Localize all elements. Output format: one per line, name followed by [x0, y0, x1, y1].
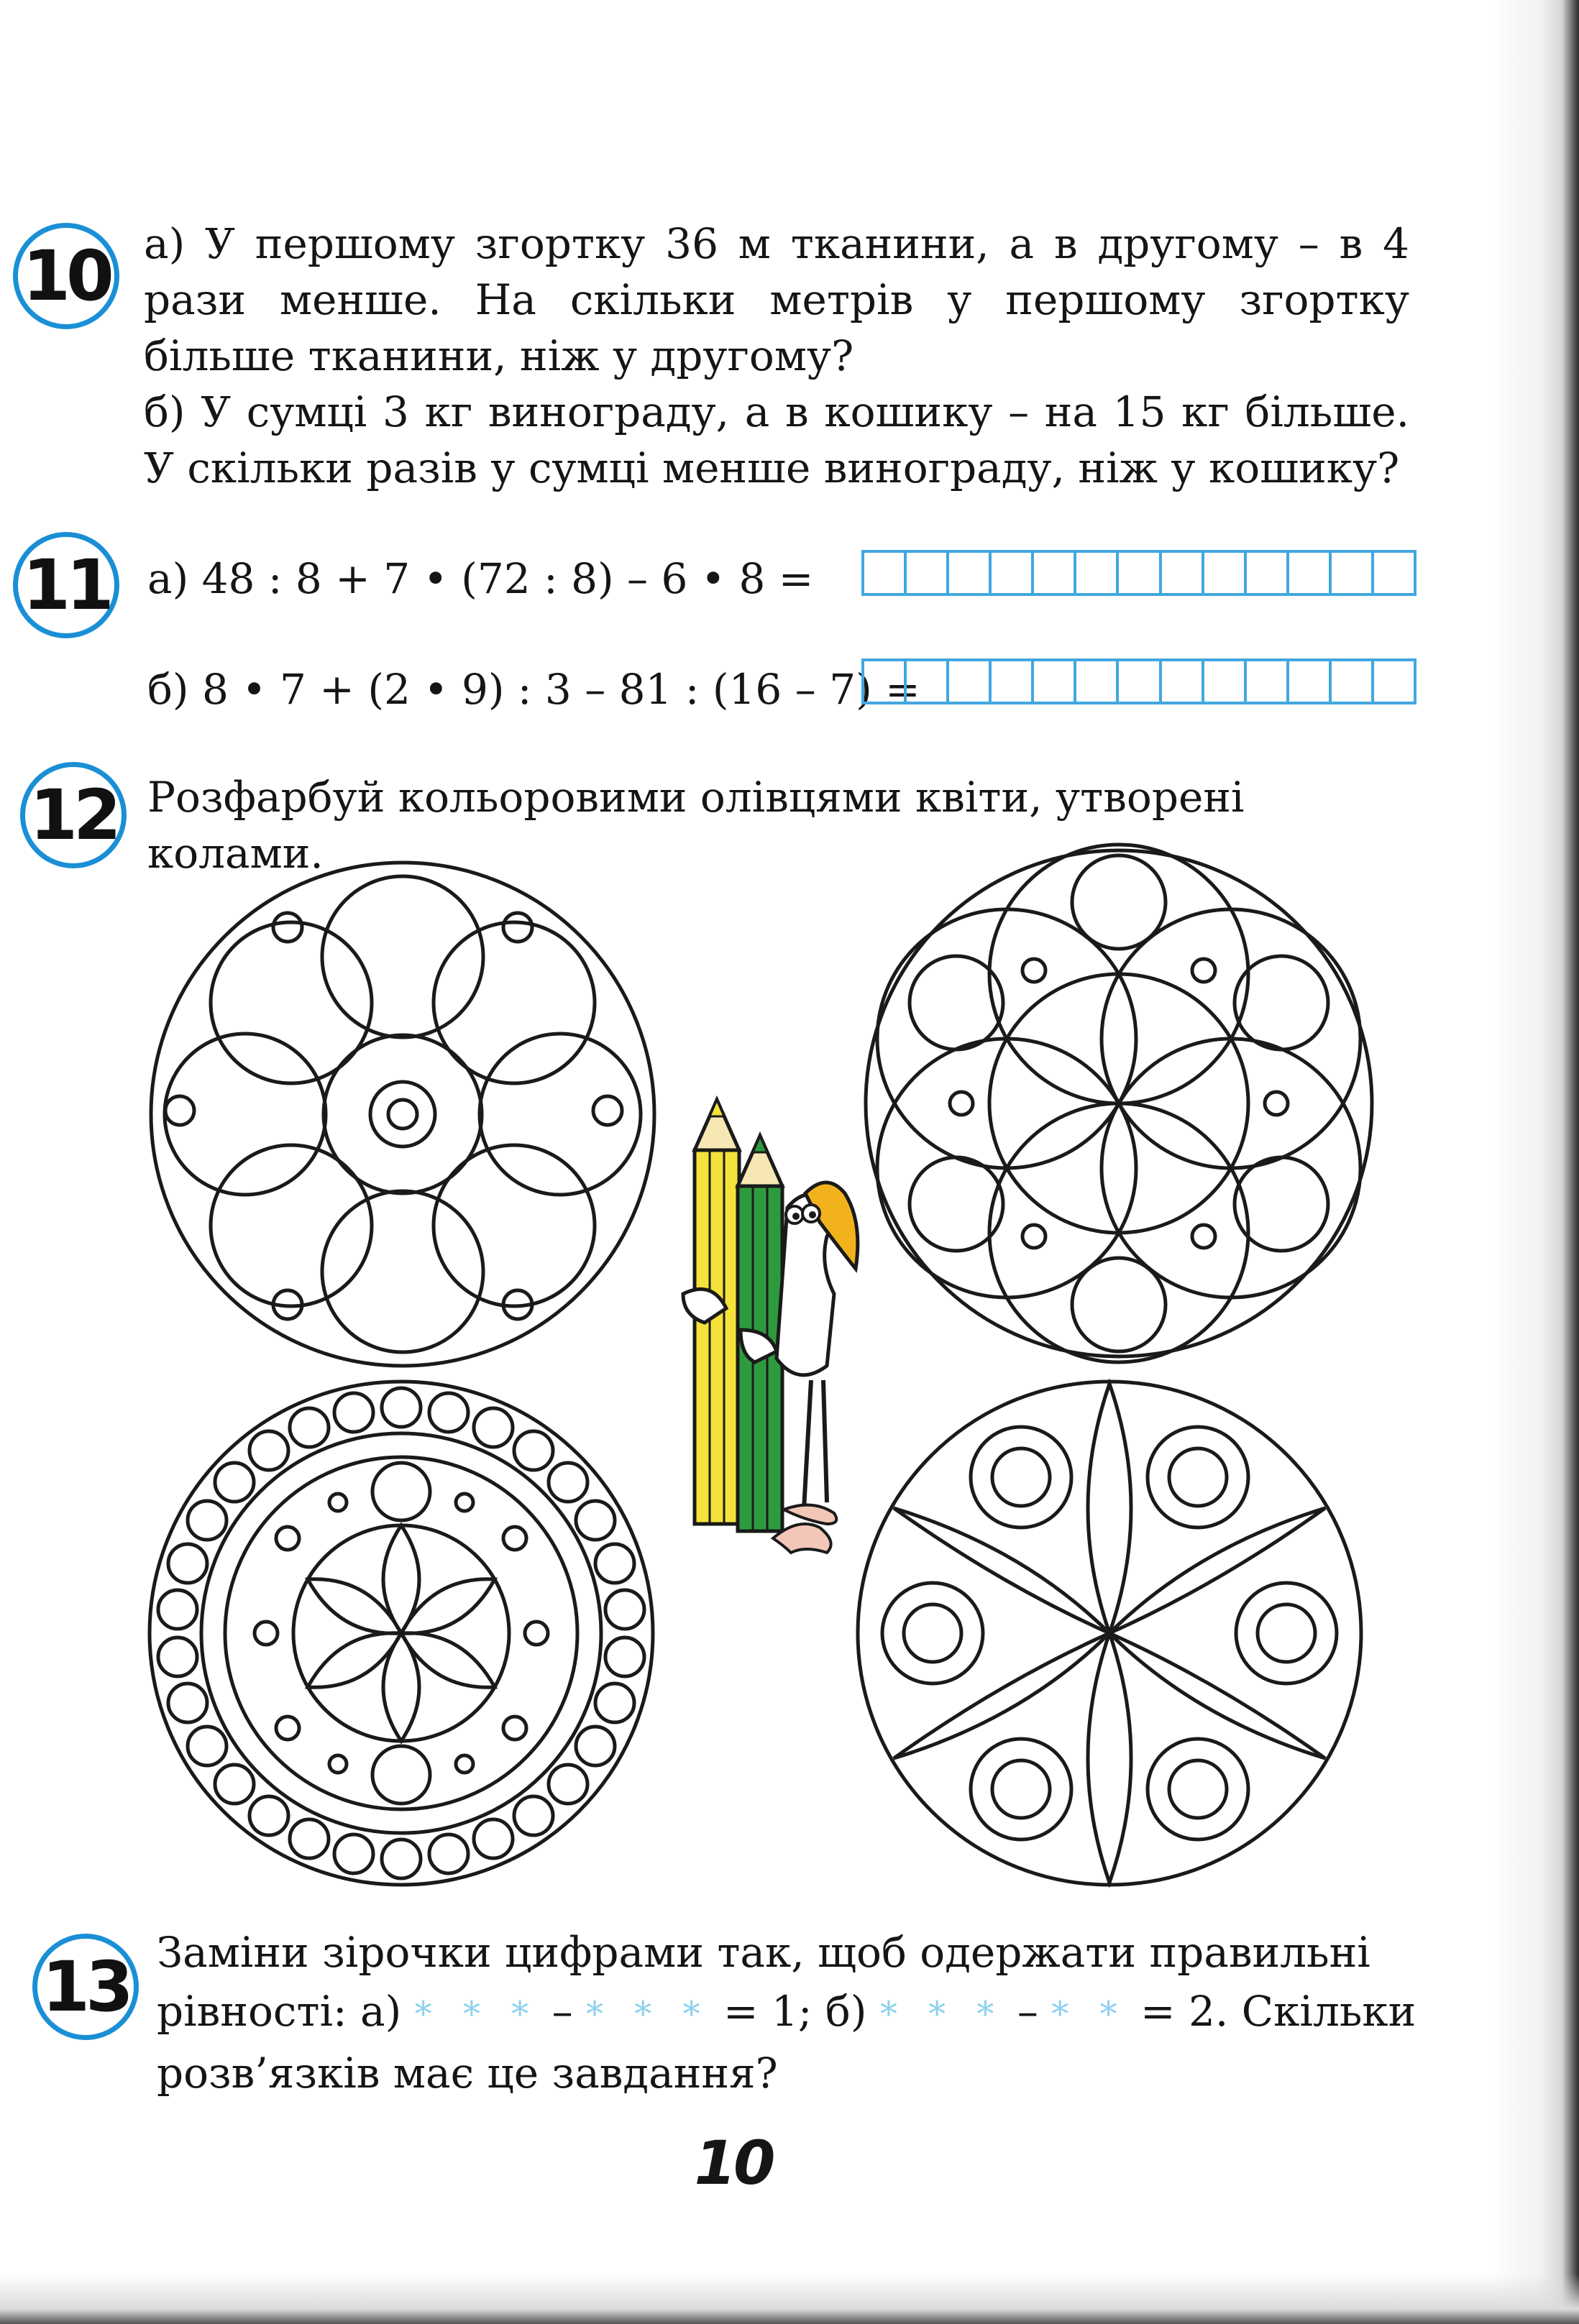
- task-13-stars-a2[interactable]: * * *: [586, 1994, 710, 2034]
- task-13-stars-a1[interactable]: * * *: [414, 1994, 539, 2034]
- task-13-stars-b2[interactable]: * *: [1051, 1994, 1127, 2034]
- task-13-equalities-label: рівності: а): [157, 1987, 402, 2036]
- task-12-number: 12: [29, 775, 117, 855]
- task-11-expression-a: а) 48 : 8 + 7 • (72 : 8) – 6 • 8 =: [147, 554, 814, 603]
- task-13-minus-a: –: [551, 1987, 573, 2036]
- task-13-line-1: Заміни зірочки цифрами так, щоб одержати правильні: [157, 1928, 1370, 1977]
- page-number: 10: [694, 2128, 773, 2198]
- rosette-top-left[interactable]: [151, 863, 654, 1366]
- task-13-badge: [32, 1934, 139, 2040]
- task-13-result-a: = 1; б): [723, 1987, 867, 2036]
- task-11-number: 11: [22, 545, 110, 625]
- task-12-instruction: Розфарбуй кольоровими олівцями квіти, утворені колами.: [147, 773, 1245, 878]
- task-13-minus-b: –: [1017, 1987, 1038, 2036]
- task-10-part-b: б) У сумці 3 кг винограду, а в кошику – на 15 кг більше. У скільки разів у сумці менше винограду, ніж у кошику?: [144, 387, 1409, 492]
- rosette-bottom-left[interactable]: [150, 1382, 653, 1885]
- task-13-stars-b1[interactable]: * * *: [879, 1994, 1004, 2034]
- rosette-bottom-right[interactable]: [858, 1382, 1361, 1885]
- bird-with-pencils-illustration: [683, 1100, 858, 1553]
- task-11-expression-b: б) 8 • 7 + (2 • 9) : 3 – 81 : (16 – 7) =: [147, 665, 920, 714]
- rosette-top-right[interactable]: [866, 845, 1372, 1362]
- task-13-line-3: розв’язків має це завдання?: [157, 2049, 778, 2098]
- task-10-part-a: а) У першому згортку 36 м тканини, а в другому – в 4 рази менше. На скільки метрів у першому згортку більше тканини, ніж у другому?: [144, 219, 1409, 380]
- task-13-number: 13: [42, 1947, 129, 2027]
- task-10-number: 10: [22, 236, 110, 316]
- task-13-result-b: = 2. Скільки: [1140, 1987, 1416, 2036]
- task-13-line-2: [157, 1982, 1422, 2044]
- task-13-text: [157, 1923, 1422, 2103]
